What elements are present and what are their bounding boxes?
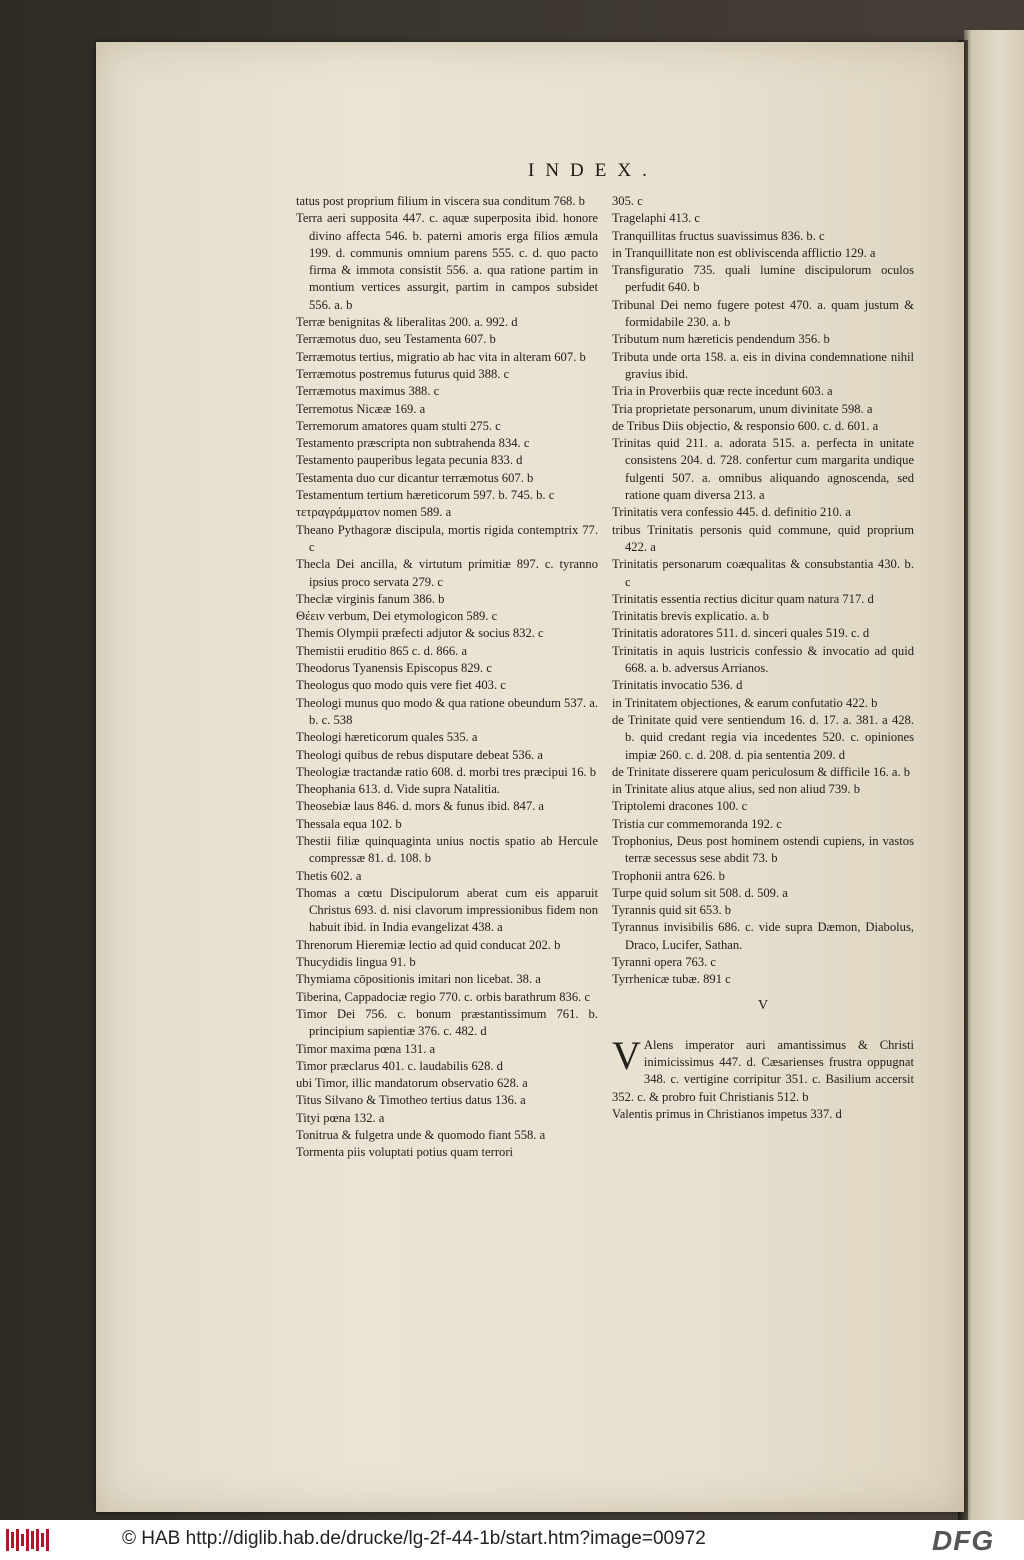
index-entry: Terræmotus tertius, migratio ab hac vita in alteram 607. b [296, 349, 586, 364]
index-entry: Thymiama cōpositionis imitari non licebat. 38. a [296, 972, 541, 987]
index-entry: Tonitrua & fulgetra unde & quomodo fiant 558. a [296, 1128, 546, 1143]
index-entry: Tranquillitas fructus suavissimus 836. b. c [612, 228, 825, 243]
index-entry: Thomas a cœtu Discipulorum aberat cum eis apparuit Christus 693. d. nisi clavorum impressionibus fidem non habuit ibid. in India evangelizat 438. a [296, 885, 598, 935]
index-entry: Tyrrhenicæ tubæ. 891 c [612, 972, 731, 987]
index-entry: Trinitatis brevis explicatio. a. b [612, 609, 769, 624]
index-entry: de Tribus Diis objectio, & responsio 600. c. d. 601. a [612, 418, 879, 433]
index-entry: Tormenta piis voluptati potius quam terrori [296, 1145, 514, 1160]
index-column-right [612, 193, 914, 1123]
viewer-footer [0, 1520, 1024, 1560]
index-entry: Tria in Proverbiis quæ recte incedunt 603. a [612, 384, 833, 399]
index-entry: Θέειν verbum, Dei etymologicon 589. c [296, 609, 498, 624]
index-entry: Trinitatis personarum coæqualitas & consubstantia 430. b. c [612, 557, 914, 589]
index-entry: Tristia cur commemoranda 192. c [612, 816, 782, 831]
index-entry: Thessala equa 102. b [296, 816, 402, 831]
index-entry: Theodorus Tyanensis Episcopus 829. c [296, 661, 492, 676]
index-entry: in Tranquillitate non est obliviscenda afflictio 129. a [612, 245, 876, 260]
index-entry: τετραγράμματον nomen 589. a [296, 505, 452, 520]
index-entry: Trinitatis invocatio 536. d [612, 678, 743, 693]
index-entry: ubi Timor, illic mandatorum observatio 628. a [296, 1076, 528, 1091]
index-entry: Terræ benignitas & liberalitas 200. a. 992. d [296, 315, 518, 330]
index-entry: Thestii filiæ quinquaginta unius noctis spatio ab Hercule compressæ 81. d. 108. b [296, 833, 598, 866]
index-entry: Testamentum tertium hæreticorum 597. b. 745. b. c [296, 488, 555, 503]
index-entry: Theologiæ tractandæ ratio 608. d. morbi tres præcipui 16. b [296, 764, 597, 779]
index-entry: Thucydidis lingua 91. b [296, 955, 416, 970]
index-entry-text: Alens imperator auri amantissimus & Christi inimicissimus 447. d. Cæsarienses frustra oppugnat 348. c. vertigine corripitur 351. c. Basilium accersit 352. c. & probro fuit Christianis 512. b [612, 1037, 914, 1104]
index-entry: Tragelaphi 413. c [612, 211, 701, 226]
index-entry: de Trinitate disserere quam periculosum & difficile 16. a. b [612, 764, 911, 779]
index-column-left [296, 193, 598, 1162]
index-entry: Testamenta duo cur dicantur terræmotus 607. b [296, 470, 534, 485]
index-entry: Valentis primus in Christianos impetus 337. d [612, 1106, 842, 1121]
index-entry: Transfiguratio 735. quali lumine discipulorum oculos perfudit 640. b [612, 263, 914, 295]
index-entry: Terræmotus postremus futurus quid 388. c [296, 366, 510, 381]
index-entry: Threnorum Hieremiæ lectio ad quid conducat 202. b [296, 937, 561, 952]
index-entry: in Trinitatem objectiones, & earum confutatio 422. b [612, 695, 878, 710]
index-entry: Terræmotus duo, seu Testamenta 607. b [296, 332, 496, 347]
page-header: INDEX. [528, 160, 658, 181]
index-entry: Tributa unde orta 158. a. eis in divina condemnatione nihil gravius ibid. [612, 349, 914, 381]
index-entry: Terremotus Nicææ 169. a [296, 401, 426, 416]
index-entry: Trophonius, Deus post hominem ostendi cupiens, in vastos terræ secessus sese abdit 73. b [612, 833, 914, 866]
index-entry: Tiberina, Cappadociæ regio 770. c. orbis barathrum 836. c [296, 989, 591, 1004]
index-entry: Trophonii antra 626. b [612, 868, 725, 883]
index-entry: Testamento pauperibus legata pecunia 833. d [296, 453, 523, 468]
index-entry: tatus post proprium filium in viscera sua conditum 768. b [296, 194, 585, 208]
index-entry: Theologi quibus de rebus disputare debeat 536. a [296, 747, 543, 762]
hab-logo-icon [6, 1529, 50, 1551]
dfg-logo: DFG [932, 1525, 995, 1556]
index-entry: Tria proprietate personarum, unum divinitate 598. a [612, 401, 873, 416]
index-entry: Themistii eruditio 865 c. d. 866. a [296, 643, 468, 658]
copyright-link[interactable]: © HAB http://diglib.hab.de/drucke/lg-2f-44-1b/start.htm?image=00972 [122, 1528, 706, 1549]
index-entry: Tyrannus invisibilis 686. c. vide supra Dæmon, Diabolus, Draco, Lucifer, Sathan. [612, 920, 914, 952]
index-entry: Tyrannis quid sit 653. b [612, 903, 732, 918]
index-entry: Terremorum amatores quam stulti 275. c [296, 418, 501, 433]
index-entry: Tyranni opera 763. c [612, 955, 717, 970]
index-entry: Turpe quid solum sit 508. d. 509. a [612, 885, 788, 900]
drop-cap-letter: V [612, 1032, 641, 1078]
index-entry: Timor præclarus 401. c. laudabilis 628. d [296, 1058, 503, 1073]
index-entry: Theosebiæ laus 846. d. mors & funus ibid. 847. a [296, 799, 545, 814]
index-entry: 305. c [612, 194, 643, 208]
index-entry: Theclæ virginis fanum 386. b [296, 591, 445, 606]
index-entry: Tityi pœna 132. a [296, 1110, 385, 1125]
index-entry: Timor maxima pœna 131. a [296, 1041, 436, 1056]
index-entry: Thetis 602. a [296, 868, 362, 883]
index-entry: Theologus quo modo quis vere fiet 403. c [296, 678, 506, 693]
index-entry-dropcap [612, 1032, 914, 1106]
index-entry: Theano Pythagoræ discipula, mortis rigida contemptrix 77. c [296, 522, 598, 554]
index-entry: Titus Silvano & Timotheo tertius datus 136. a [296, 1093, 526, 1108]
index-entry: Trinitas quid 211. a. adorata 515. a. perfecta in unitate consistens 204. d. 728. confertur cum margarita undique fulgenti 507. a. omnibus aliquando agnoscenda, sed ratione quam diversa 213. a [612, 436, 914, 503]
index-entry: Testamento præscripta non subtrahenda 834. c [296, 436, 530, 451]
index-entry: Tributum num hæreticis pendendum 356. b [612, 332, 830, 347]
facing-page-edge [964, 30, 1024, 1520]
index-entry: Theologi munus quo modo & qua ratione obeundum 537. a. b. c. 538 [296, 695, 598, 727]
index-entry: Terra aeri supposita 447. c. aquæ superposita ibid. honore divino affecta 546. b. paterni amoris erga filios æmula 199. d. communis omnium parens 555. c. d. quo pacto firma & immota consistit 556. a. qua ratione partim in montium vertices assurgit, partim in campos subsidet 556. a. b [296, 211, 598, 312]
section-heading-v: V [757, 997, 769, 1013]
index-entry: Triptolemi dracones 100. c [612, 799, 748, 814]
index-entry: Trinitatis vera confessio 445. d. definitio 210. a [612, 505, 851, 520]
index-entry: Theophania 613. d. Vide supra Natalitia. [296, 782, 500, 797]
index-entry: Thecla Dei ancilla, & virtutum primitiæ 897. c. tyranno ipsius proco servata 279. c [296, 557, 598, 589]
index-entry: Timor Dei 756. c. bonum præstantissimum 761. b. principium sapientiæ 376. c. 482. d [296, 1006, 598, 1039]
index-entry: Trinitatis in aquis lustricis confessio & invocatio ad quid 668. a. b. adversus Arrianos. [612, 643, 914, 676]
index-entry: Trinitatis adoratores 511. d. sinceri quales 519. c. d [612, 626, 870, 641]
index-entry: tribus Trinitatis personis quid commune, quid proprium 422. a [612, 522, 914, 554]
index-entry: Themis Olympii præfecti adjutor & socius 832. c [296, 626, 544, 641]
index-entry: in Trinitate alius atque alius, sed non aliud 739. b [612, 782, 861, 797]
index-entry: de Trinitate quid vere sentiendum 16. d. 17. a. 381. a 428. b. quid credant regia via incedentes 520. c. opiniones impiæ 260. c. d. 208. d. pia sententia 209. d [612, 712, 914, 762]
index-entry: Terræmotus maximus 388. c [296, 384, 440, 399]
index-entry: Theologi hæreticorum quales 535. a [296, 730, 478, 745]
index-entry: Tribunal Dei nemo fugere potest 470. a. quam justum & formidabile 230. a. b [612, 297, 914, 330]
index-entry: Trinitatis essentia rectius dicitur quam natura 717. d [612, 591, 874, 606]
